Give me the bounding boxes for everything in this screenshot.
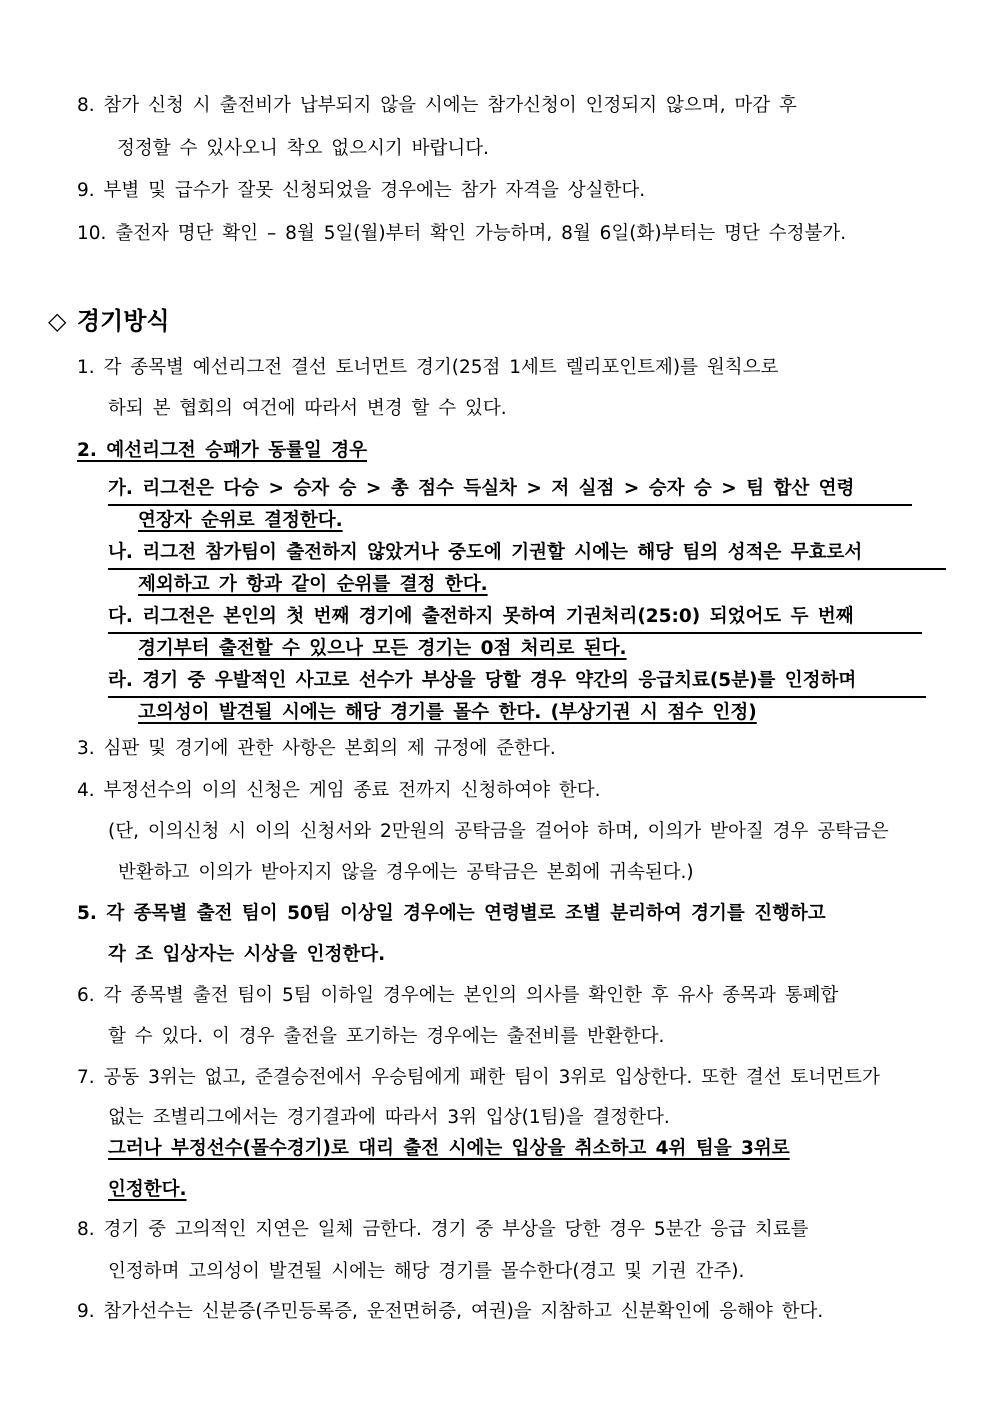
section-heading	[48, 306, 170, 336]
rule-2-da-line-1: 다. 리그전은 본인의 첫 번째 경기에 출전하지 못하여 기권처리(25:0) 되었어도 두 번째	[108, 606, 854, 627]
rule-4-line-1: 4. 부정선수의 이의 신청은 게임 종료 전까지 신청하여야 한다.	[77, 780, 601, 801]
rule-1-line-1: 1. 각 종목별 예선리그전 결선 토너먼트 경기(25점 1세트 렐리포인트제)를 원칙으로	[77, 357, 779, 378]
rule-7-line-3: 그러나 부정선수(몰수경기)로 대리 출전 시에는 입상을 취소하고 4위 팀을 3위로	[108, 1138, 790, 1159]
underline-rule	[108, 504, 912, 506]
underline-rule	[108, 696, 926, 698]
rule-2-ga-line-1: 가. 리그전은 다승 > 승자 승 > 총 점수 득실차 > 저 실점 > 승자 승 > 팀 합산 연령	[108, 478, 855, 499]
rule-9-line: 9. 참가선수는 신분증(주민등록증, 운전면허증, 여권)을 지참하고 신분확인에 응해야 한다.	[77, 1301, 824, 1322]
rule-2-da-line-2: 경기부터 출전할 수 있으나 모든 경기는 0점 처리로 된다.	[138, 638, 627, 659]
underline-rule	[108, 632, 922, 634]
rule-2-na-line-2: 제외하고 가 항과 같이 순위를 결정 한다.	[138, 574, 488, 595]
rule-5-line-1: 5. 각 종목별 출전 팀이 50팀 이상일 경우에는 연령별로 조별 분리하여 경기를 진행하고	[77, 903, 826, 924]
item-8-line-1: 8. 참가 신청 시 출전비가 납부되지 않을 시에는 참가신청이 인정되지 않으며, 마감 후	[77, 95, 797, 116]
underline-rule	[108, 568, 946, 570]
rule-2-ga-line-2: 연장자 순위로 결정한다.	[138, 510, 343, 531]
item-8-line-2: 정정할 수 있사오니 착오 없으시기 바랍니다.	[117, 138, 489, 159]
rule-8-line-1: 8. 경기 중 고의적인 지연은 일체 금한다. 경기 중 부상을 당한 경우 5분간 응급 치료를	[77, 1219, 809, 1240]
rule-6-line-2: 할 수 있다. 이 경우 출전을 포기하는 경우에는 출전비를 반환한다.	[108, 1026, 665, 1047]
rule-7-line-4: 인정한다.	[108, 1179, 187, 1200]
rule-7-line-1: 7. 공동 3위는 없고, 준결승전에서 우승팀에게 패한 팀이 3위로 입상한다. 또한 결선 토너먼트가	[77, 1067, 880, 1088]
rule-2-ra-line-1: 라. 경기 중 우발적인 사고로 선수가 부상을 당할 경우 약간의 응급치료(5분)를 인정하며	[108, 670, 857, 691]
rule-8-line-2: 인정하며 고의성이 발견될 시에는 해당 경기를 몰수한다(경고 및 기권 간주).	[108, 1261, 745, 1282]
rule-5-line-2: 각 조 입상자는 시상을 인정한다.	[108, 944, 386, 965]
item-9-line: 9. 부별 및 급수가 잘못 신청되었을 경우에는 참가 자격을 상실한다.	[77, 180, 646, 201]
rule-3-line: 3. 심판 및 경기에 관한 사항은 본회의 제 규정에 준한다.	[77, 738, 556, 759]
rule-1-line-2: 하되 본 협회의 여건에 따라서 변경 할 수 있다.	[108, 398, 507, 419]
rule-6-line-1: 6. 각 종목별 출전 팀이 5팀 이하일 경우에는 본인의 의사를 확인한 후 유사 종목과 통폐합	[77, 985, 839, 1006]
diamond-icon: ◇	[48, 307, 67, 335]
rule-4-line-2: (단, 이의신청 시 이의 신청서와 2만원의 공탁금을 걸어야 하며, 이의가 받아질 경우 공탁금은	[108, 821, 889, 842]
section-title: 경기방식	[76, 307, 170, 335]
rule-2-heading: 2. 예선리그전 승패가 동률일 경우	[77, 440, 367, 461]
rule-4-line-3: 반환하고 이의가 받아지지 않을 경우에는 공탁금은 본회에 귀속된다.)	[118, 862, 694, 883]
rule-2-ra-line-2: 고의성이 발견될 시에는 해당 경기를 몰수 한다. (부상기권 시 점수 인정)	[138, 702, 757, 723]
rule-2-na-line-1: 나. 리그전 참가팀이 출전하지 않았거나 중도에 기권할 시에는 해당 팀의 성적은 무효로서	[108, 542, 863, 563]
item-10-line: 10. 출전자 명단 확인 – 8월 5일(월)부터 확인 가능하며, 8월 6일(화)부터는 명단 수정불가.	[77, 223, 847, 244]
rule-7-line-2: 없는 조별리그에서는 경기결과에 따라서 3위 입상(1팀)을 결정한다.	[108, 1107, 670, 1128]
